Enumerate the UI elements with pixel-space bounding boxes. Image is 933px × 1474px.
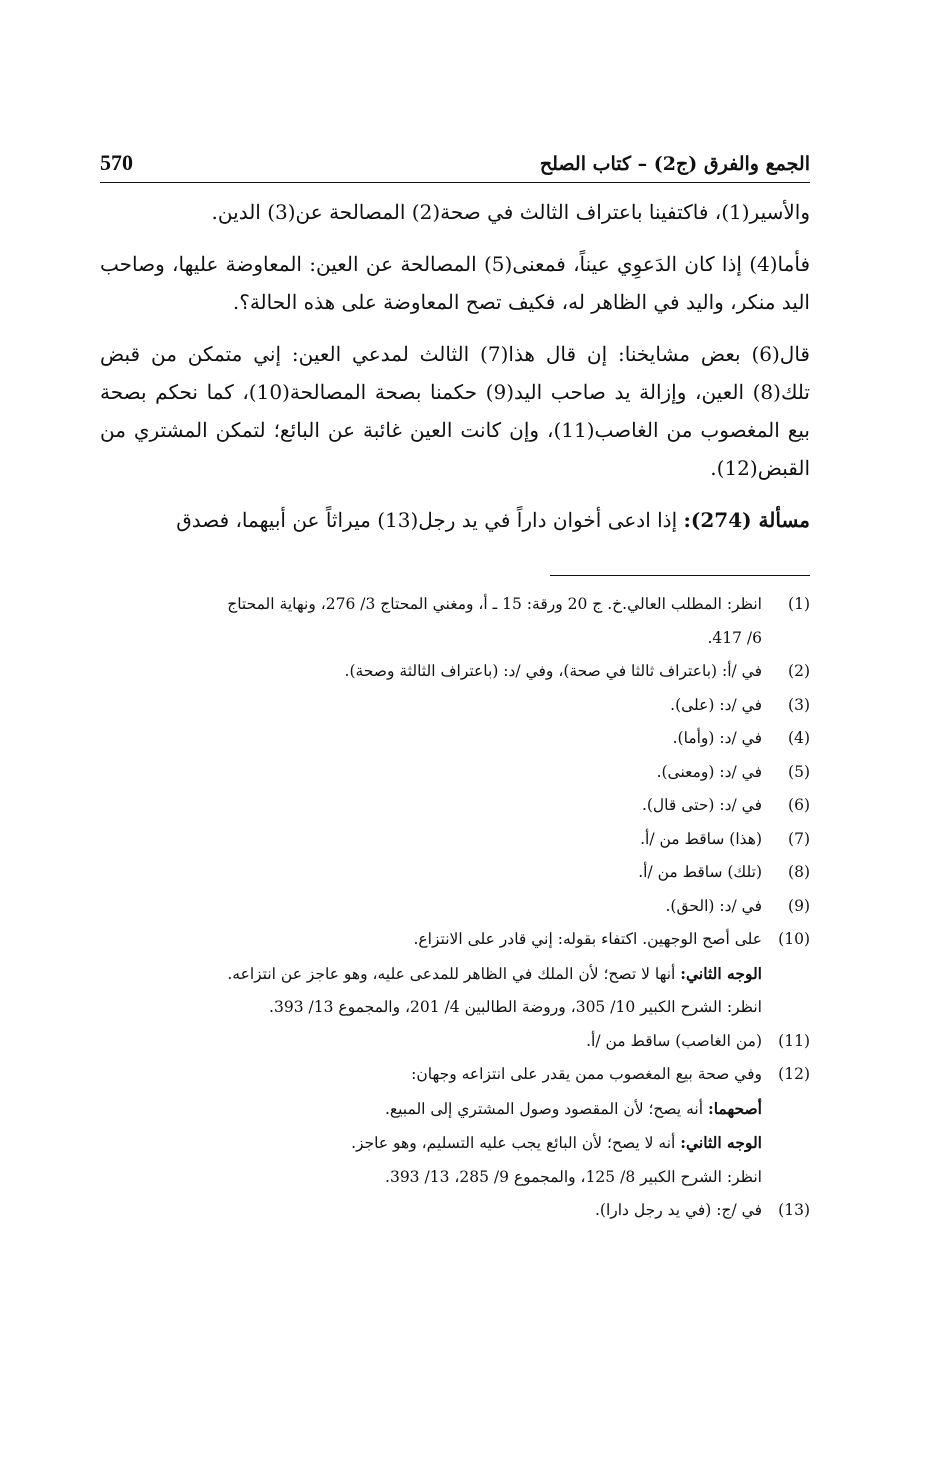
footnote-number: (13) — [778, 1201, 810, 1219]
footnote-text — [100, 856, 762, 890]
footnote-text — [100, 756, 762, 790]
footnote-number: (4) — [788, 729, 810, 747]
footnote-number: (3) — [788, 695, 810, 714]
footnote-line-text: انظر: الشرح الكبير 10/ 305، وروضة الطالبين 4/ 201، والمجموع 13/ 393. — [269, 998, 762, 1016]
footnote-number: (2) — [788, 662, 810, 680]
footnote-line — [100, 1161, 762, 1195]
footnote — [100, 1025, 810, 1059]
footnote-line: في /د: (ومعنى). — [656, 762, 762, 781]
footnote — [100, 923, 810, 1025]
footnote-text — [100, 1058, 762, 1194]
footnote-number: (5) — [788, 762, 810, 781]
footnote — [100, 1194, 810, 1228]
footnote-number: (8) — [788, 863, 810, 881]
footnote-divider — [550, 575, 810, 576]
footnote-line: في /ج: (في يد رجل دارا). — [594, 1201, 762, 1219]
footnote-number: (7) — [788, 829, 810, 848]
footnote-line-text: أنه لا يصح؛ لأن البائع يجب عليه التسليم، وهو عاجز. — [351, 1134, 681, 1152]
footnote — [100, 890, 810, 924]
footnotes — [100, 588, 810, 1228]
footnote — [100, 1058, 810, 1194]
footnote-text — [100, 655, 762, 689]
footnote-line: في /أ: (باعتراف ثالثا في صحة)، وفي /د: (باعتراف الثالثة وصحة). — [344, 662, 762, 680]
footnote-text — [100, 823, 762, 857]
footnote-line — [100, 957, 762, 992]
footnote-line: في /د: (الحق). — [665, 896, 762, 915]
footnote-line: (من الغاصب) ساقط من /أ. — [586, 1031, 762, 1050]
footnote-line: في /د: (حتى قال). — [641, 796, 762, 814]
footnote-line: على أصح الوجهين. اكتفاء بقوله: إني قادر على الانتزاع. — [413, 930, 762, 948]
paragraph: قال(6) بعض مشايخنا: إن قال هذا(7) الثالث لمدعي العين: إني متمكن من قبض تلك(8) العين، وإزالة يد صاحب اليد(9) حكمنا بصحة المصالحة(10)، كما نحكم بصحة بيع المغصوب من الغاصب(11)، وإن كانت العين غائبة عن البائع؛ لتمكن المشتري من القبض(12). — [100, 342, 810, 480]
footnote-line — [100, 991, 762, 1025]
footnote — [100, 823, 810, 857]
footnote — [100, 722, 810, 756]
footnote-text — [100, 722, 762, 756]
footnote-line-text: أنها لا تصح؛ لأن الملك في الظاهر للمدعى عليه، وهو عاجز عن انتزاعه. — [227, 964, 681, 983]
footnote-bold-label: الوجه الثاني: — [680, 1133, 762, 1152]
running-header — [100, 150, 810, 183]
running-title: الجمع والفرق (ج2) – كتاب الصلح — [539, 153, 810, 175]
footnote-bold-label: الوجه الثاني: — [680, 963, 762, 983]
footnote — [100, 789, 810, 823]
footnote-text — [100, 923, 762, 1025]
masala-paragraph — [100, 501, 810, 539]
footnote-line: في /د: (على). — [670, 695, 762, 714]
paragraph: والأسير(1)، فاكتفينا باعتراف الثالث في صحة(2) المصالحة عن(3) الدين. — [211, 200, 810, 224]
main-text — [100, 193, 810, 539]
footnote — [100, 756, 810, 790]
footnote-line-text: أنه يصح؛ لأن المقصود وصول المشتري إلى المبيع. — [384, 1099, 708, 1118]
footnote — [100, 689, 810, 723]
footnote-line: (تلك) ساقط من /أ. — [638, 863, 762, 881]
footnote-text — [100, 1194, 762, 1228]
footnote-line: (هذا) ساقط من /أ. — [640, 829, 762, 848]
document-page — [100, 150, 810, 1228]
footnote — [100, 655, 810, 689]
footnote — [100, 588, 810, 655]
paragraph: فأما(4) إذا كان الدَعوِي عيناً، فمعنى(5) المصالحة عن العين: المعاوضة عليها، وصاحب اليد منكر، واليد في الظاهر له، فكيف تصح المعاوضة على هذه الحالة؟. — [100, 252, 811, 314]
footnote-number: (12) — [778, 1065, 810, 1083]
footnote-number: (6) — [788, 796, 810, 814]
footnote-number: (11) — [778, 1031, 810, 1050]
footnote-text — [100, 588, 762, 655]
footnote-line: وفي صحة بيع المغصوب ممن يقدر على انتزاعه وجهان: — [411, 1065, 762, 1083]
footnote-text — [100, 689, 762, 723]
page-number: 570 — [100, 150, 133, 175]
masala-text: إذا ادعى أخوان داراً في يد رجل(13) ميراثاً عن أبيهما، فصدق — [176, 508, 678, 532]
footnote-text — [100, 1025, 762, 1059]
footnote-text — [100, 789, 762, 823]
footnote-line: 6/ 417. — [707, 628, 762, 647]
footnote-number: (9) — [788, 896, 810, 915]
footnote-line: في /د: (وأما). — [672, 729, 762, 747]
masala-label: مسألة (274): — [683, 508, 810, 532]
footnote-text — [100, 890, 762, 924]
footnote-line — [100, 1126, 762, 1161]
footnote-bold-label: أصحهما: — [707, 1098, 762, 1118]
footnote-line — [100, 1092, 762, 1127]
footnote-line: انظر: المطلب العالي.خ. ج 20 ورقة: 15 ـ أ، ومغني المحتاج 3/ 276، ونهاية المحتاج — [227, 595, 762, 613]
footnote — [100, 856, 810, 890]
footnote-line-text: انظر: الشرح الكبير 8/ 125، والمجموع 9/ 285، 13/ 393. — [385, 1167, 762, 1186]
footnote-number: (1) — [788, 595, 810, 613]
footnote-number: (10) — [778, 930, 810, 948]
